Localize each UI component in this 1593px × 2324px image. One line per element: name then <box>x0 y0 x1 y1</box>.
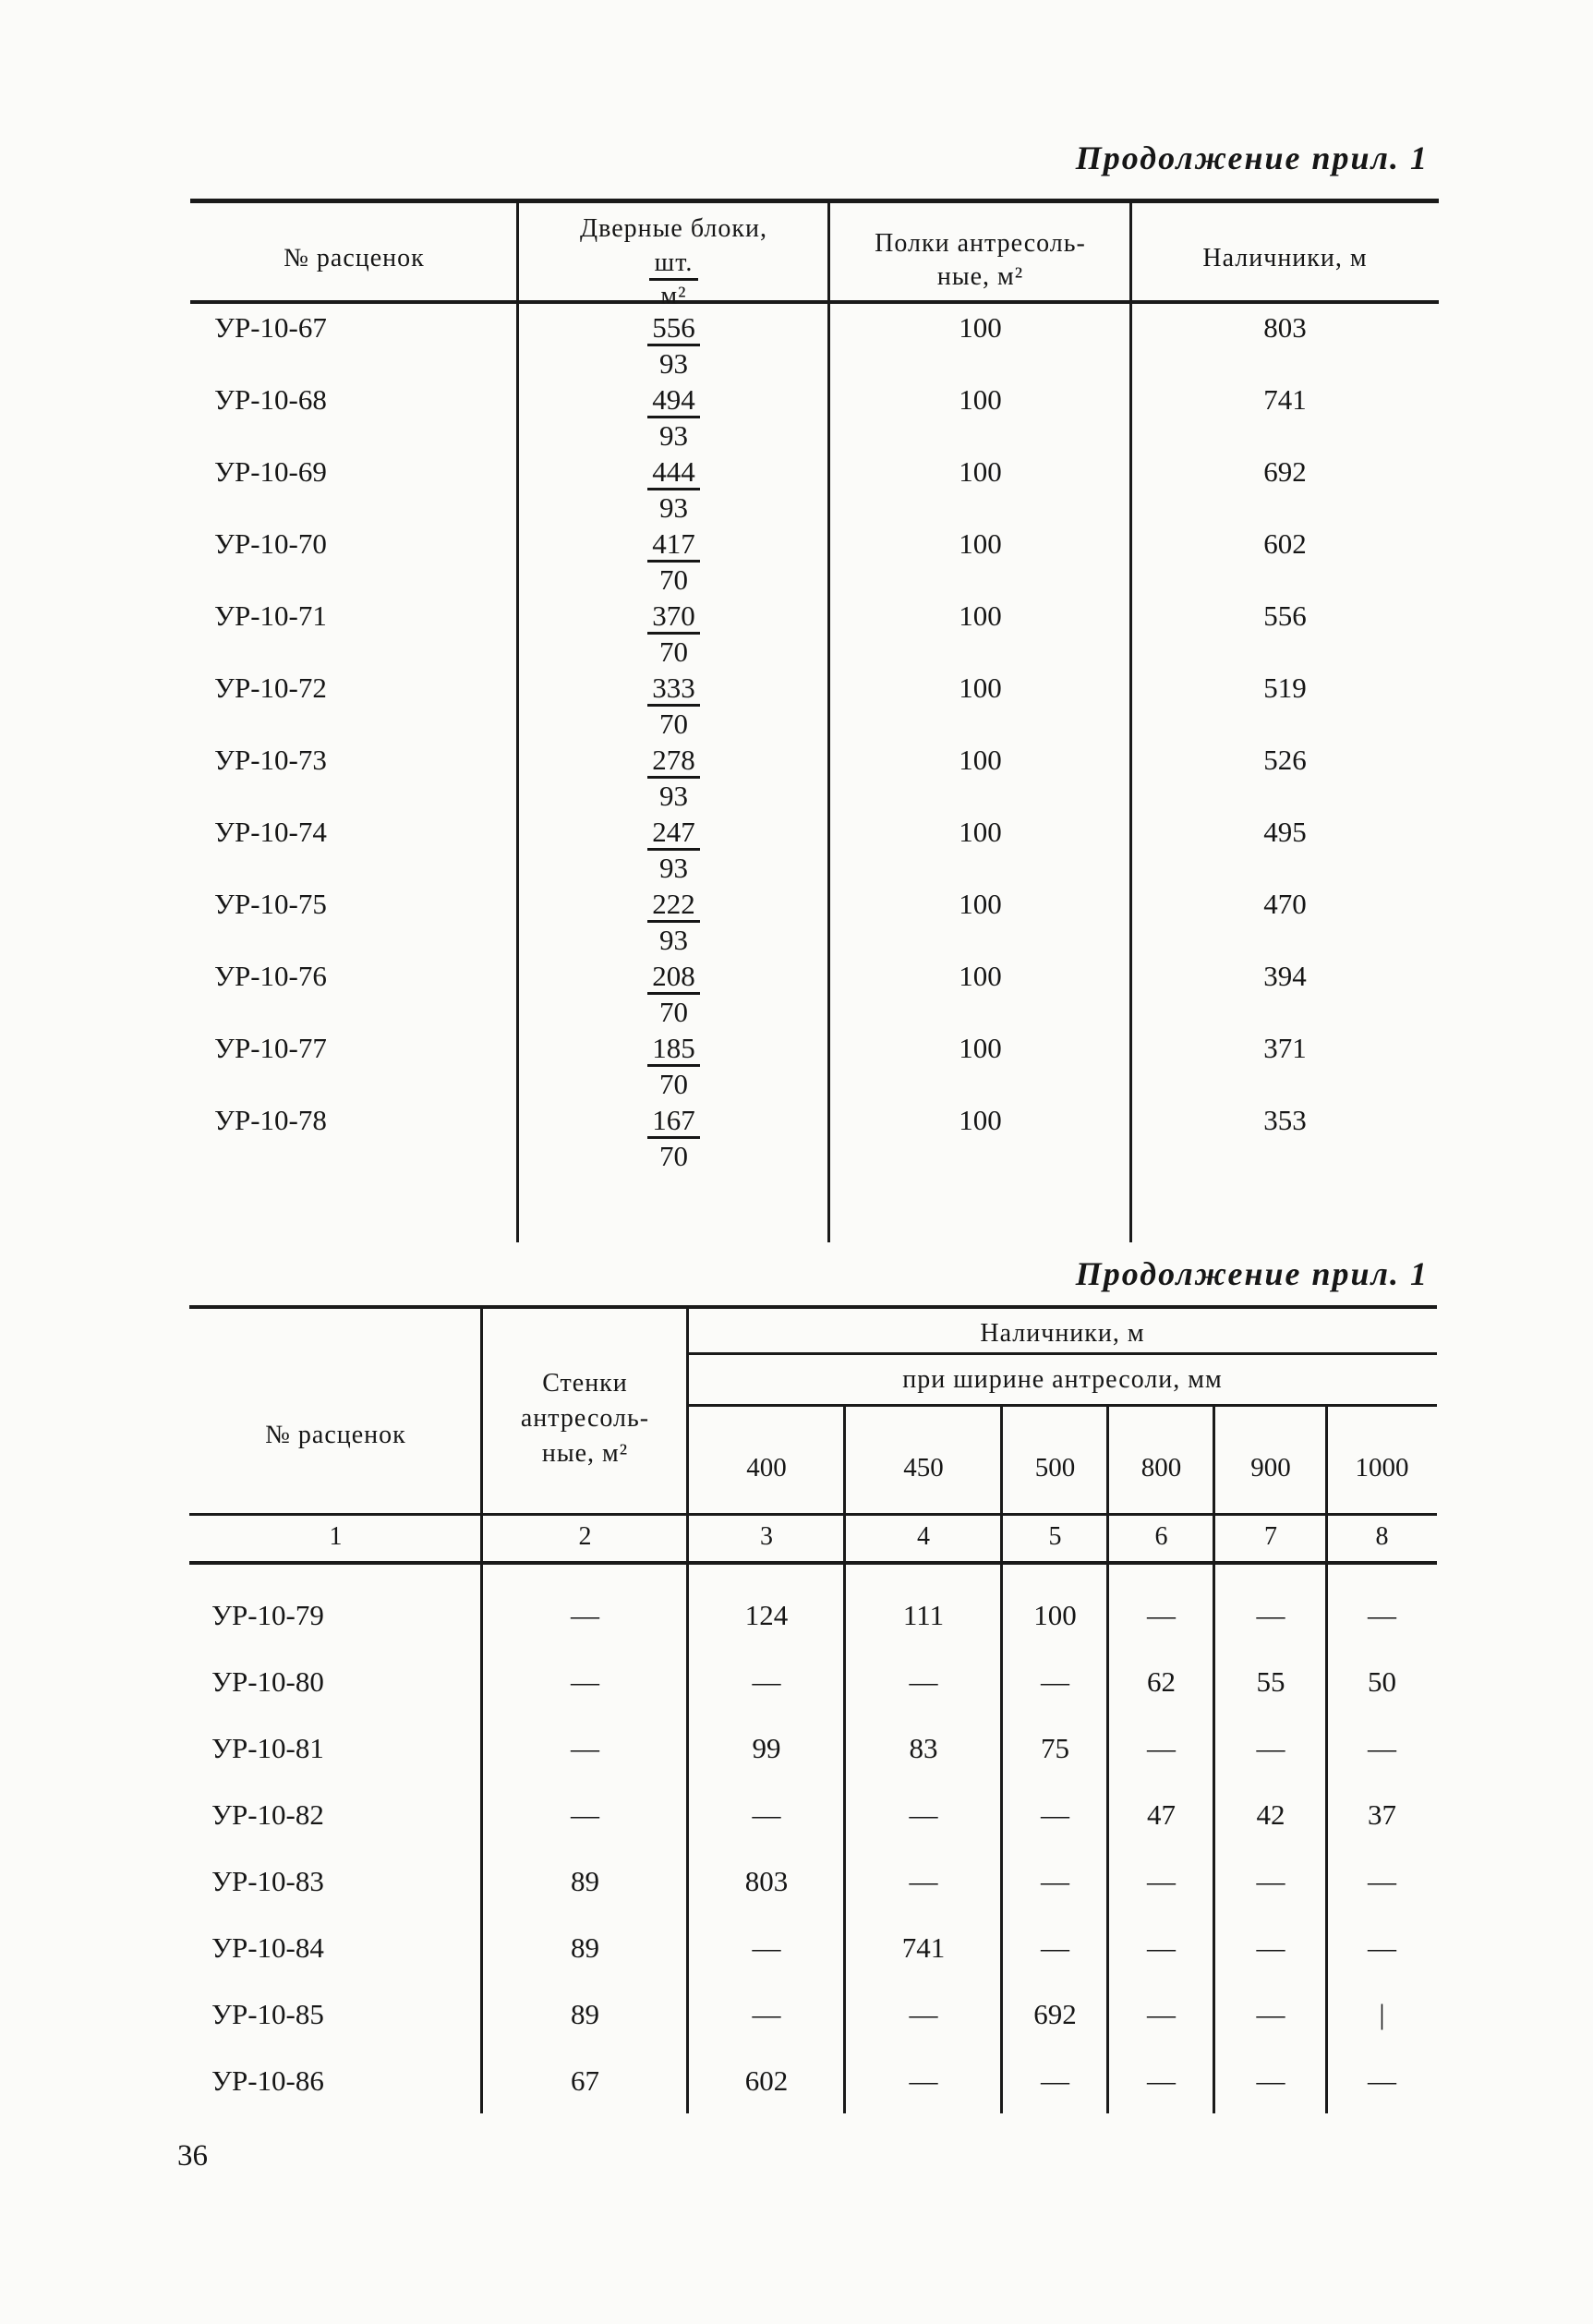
fraction-numerator: 167 <box>647 1104 700 1139</box>
walls-value: — <box>571 1599 599 1631</box>
table2-header-walls-line1: Стенки <box>542 1369 628 1398</box>
value-900: — <box>1256 1998 1285 2030</box>
continuation-heading-2: Продолжение прил. 1 <box>1075 1255 1429 1292</box>
shelves-value: 100 <box>959 311 1002 344</box>
door-blocks-fraction <box>647 960 700 1028</box>
width-label: 500 <box>1034 1453 1076 1483</box>
fraction-denominator: 93 <box>659 924 688 956</box>
width-label: 900 <box>1250 1453 1291 1483</box>
unit-fraction-numerator: шт. <box>649 248 699 281</box>
door-blocks-fraction <box>647 672 700 740</box>
table2-group-underline <box>688 1352 1437 1355</box>
rate-id: УР-10-77 <box>214 1032 327 1064</box>
rate-id: УР-10-86 <box>211 2064 324 2097</box>
column-number: 5 <box>1048 1522 1062 1551</box>
value-900: — <box>1256 1931 1285 1964</box>
value-800: — <box>1147 1599 1176 1631</box>
walls-value: — <box>571 1665 599 1698</box>
table1-header <box>190 203 1439 310</box>
platbands-value: 803 <box>1263 311 1307 344</box>
value-800: — <box>1147 1931 1176 1964</box>
column-number: 8 <box>1375 1522 1389 1551</box>
table2-numbering-bottom-rule <box>189 1561 1437 1565</box>
value-900: — <box>1256 1865 1285 1897</box>
table-row <box>190 816 1439 888</box>
value-450: — <box>909 1998 938 2030</box>
rate-id: УР-10-83 <box>211 1865 324 1897</box>
page-number: 36 <box>177 2139 208 2173</box>
value-500: — <box>1041 2064 1069 2097</box>
table2-width-labels-row <box>189 1453 1437 1483</box>
rate-id: УР-10-70 <box>214 527 327 560</box>
value-900: — <box>1256 1732 1285 1764</box>
value-500: — <box>1041 1865 1069 1897</box>
table1-header-door-blocks-line1: Дверные блоки, <box>580 214 767 243</box>
platbands-value: 371 <box>1263 1032 1307 1064</box>
value-500: — <box>1041 1931 1069 1964</box>
value-400: — <box>752 1931 781 1964</box>
table-row <box>189 1915 1437 1981</box>
table-row <box>190 744 1439 816</box>
fraction-numerator: 370 <box>647 599 700 635</box>
value-800: — <box>1147 1865 1176 1897</box>
fraction-numerator: 417 <box>647 527 700 563</box>
spacer <box>482 1453 688 1483</box>
platbands-value: 526 <box>1263 744 1307 776</box>
value-900: — <box>1256 2064 1285 2097</box>
shelves-value: 100 <box>959 672 1002 704</box>
shelves-value: 100 <box>959 1104 1002 1136</box>
table1-header-shelves-line1: Полки антресоль- <box>875 229 1086 258</box>
column-number: 7 <box>1264 1522 1277 1551</box>
table-platbands-by-width <box>189 1305 1437 2113</box>
value-1000: — <box>1368 1865 1396 1897</box>
table-row <box>190 1104 1439 1176</box>
fraction-numerator: 208 <box>647 960 700 995</box>
door-blocks-fraction <box>647 816 700 884</box>
fraction-numerator: 444 <box>647 455 700 490</box>
door-blocks-fraction <box>647 527 700 596</box>
spacer <box>189 1453 482 1483</box>
value-400: 124 <box>744 1599 789 1631</box>
table-row <box>190 455 1439 527</box>
fraction-denominator: 93 <box>659 491 688 524</box>
table-row <box>190 1032 1439 1104</box>
value-1000: — <box>1368 1732 1396 1764</box>
unit-fraction-denominator: м² <box>660 282 687 310</box>
column-number: 4 <box>917 1522 930 1551</box>
rate-id: УР-10-71 <box>214 599 327 632</box>
table-row <box>189 2048 1437 2114</box>
shelves-value: 100 <box>959 1032 1002 1064</box>
table-row <box>190 672 1439 744</box>
platbands-value: 394 <box>1263 960 1307 992</box>
column-number: 6 <box>1154 1522 1168 1551</box>
value-400: 99 <box>752 1732 781 1764</box>
table-row <box>190 888 1439 960</box>
value-1000: — <box>1368 1599 1396 1631</box>
fraction-numerator: 494 <box>647 383 700 418</box>
value-1000: | <box>1379 1998 1385 2030</box>
continuation-heading-1: Продолжение прил. 1 <box>1075 139 1429 176</box>
table2-numbering-top-rule <box>189 1513 1437 1516</box>
value-450: 83 <box>909 1732 938 1764</box>
width-label: 400 <box>746 1453 787 1483</box>
table-row <box>189 1715 1437 1782</box>
fraction-numerator: 333 <box>647 672 700 707</box>
rate-id: УР-10-81 <box>211 1732 324 1764</box>
door-blocks-fraction <box>647 599 700 668</box>
rate-id: УР-10-68 <box>214 383 327 416</box>
value-400: — <box>752 1798 781 1831</box>
door-blocks-fraction <box>647 1104 700 1172</box>
walls-value: 89 <box>571 1998 599 2030</box>
value-500: 692 <box>1033 1998 1077 2030</box>
fraction-denominator: 93 <box>659 780 688 812</box>
shelves-value: 100 <box>959 455 1002 488</box>
rate-id: УР-10-72 <box>214 672 327 704</box>
table-row <box>189 1649 1437 1715</box>
table1-header-shelves-line2: ные, м² <box>936 262 1024 291</box>
rate-id: УР-10-84 <box>211 1931 324 1964</box>
table-row <box>190 383 1439 455</box>
rate-id: УР-10-74 <box>214 816 327 848</box>
value-500: — <box>1041 1798 1069 1831</box>
table2-header-rate-number: № расценок <box>265 1421 406 1449</box>
table2-header-platbands-group: Наличники, м <box>980 1319 1145 1348</box>
rate-id: УР-10-82 <box>211 1798 324 1831</box>
shelves-value: 100 <box>959 744 1002 776</box>
table1-header-platbands: Наличники, м <box>1202 244 1368 272</box>
value-900: 42 <box>1256 1798 1285 1831</box>
shelves-value: 100 <box>959 960 1002 992</box>
value-800: — <box>1147 1732 1176 1764</box>
table2-top-border <box>189 1305 1437 1309</box>
fraction-denominator: 70 <box>659 708 688 740</box>
rate-id: УР-10-69 <box>214 455 327 488</box>
value-500: 75 <box>1041 1732 1069 1764</box>
table1-header-door-blocks <box>518 212 829 311</box>
rate-id: УР-10-80 <box>211 1665 324 1698</box>
fraction-denominator: 93 <box>659 347 688 380</box>
value-450: 741 <box>901 1931 946 1964</box>
table2-header-walls-line2: антресоль- <box>520 1404 650 1433</box>
table-row <box>190 599 1439 672</box>
walls-value: — <box>571 1732 599 1764</box>
platbands-value: 470 <box>1263 888 1307 920</box>
value-800: — <box>1147 2064 1176 2097</box>
fraction-numerator: 247 <box>647 816 700 851</box>
fraction-denominator: 93 <box>659 419 688 452</box>
rate-id: УР-10-85 <box>211 1998 324 2030</box>
table-row <box>189 1981 1437 2048</box>
value-450: — <box>909 1798 938 1831</box>
value-1000: — <box>1368 2064 1396 2097</box>
rate-id: УР-10-76 <box>214 960 327 992</box>
fraction-numerator: 556 <box>647 311 700 346</box>
rate-id: УР-10-75 <box>214 888 327 920</box>
column-number: 1 <box>329 1522 343 1551</box>
table-door-blocks <box>190 199 1439 1242</box>
column-number: 3 <box>760 1522 773 1551</box>
table2-body <box>189 1582 1437 2114</box>
table1-header-rate-number: № расценок <box>284 244 425 272</box>
shelves-value: 100 <box>959 599 1002 632</box>
fraction-denominator: 70 <box>659 563 688 596</box>
value-400: 602 <box>744 2064 789 2097</box>
value-800: — <box>1147 1998 1176 2030</box>
fraction-denominator: 70 <box>659 635 688 668</box>
shelves-value: 100 <box>959 527 1002 560</box>
value-400: — <box>752 1998 781 2030</box>
table-row <box>190 960 1439 1032</box>
shelves-value: 100 <box>959 816 1002 848</box>
shelves-value: 100 <box>959 888 1002 920</box>
value-500: 100 <box>1033 1599 1077 1631</box>
table1-header-shelves <box>829 227 1131 294</box>
platbands-value: 556 <box>1263 599 1307 632</box>
fraction-denominator: 70 <box>659 1068 688 1100</box>
width-label: 1000 <box>1355 1453 1409 1483</box>
value-900: 55 <box>1256 1665 1285 1698</box>
value-900: — <box>1256 1599 1285 1631</box>
fraction-denominator: 70 <box>659 996 688 1028</box>
door-blocks-fraction <box>647 744 700 812</box>
rate-id: УР-10-67 <box>214 311 327 344</box>
table2-column-numbers-row <box>189 1522 1437 1552</box>
width-label: 800 <box>1140 1453 1182 1483</box>
table-row <box>190 311 1439 383</box>
walls-value: 89 <box>571 1865 599 1897</box>
walls-value: 67 <box>571 2064 599 2097</box>
platbands-value: 692 <box>1263 455 1307 488</box>
fraction-denominator: 93 <box>659 852 688 884</box>
door-blocks-fraction <box>647 383 700 452</box>
table1-body <box>190 311 1439 1176</box>
walls-value: — <box>571 1798 599 1831</box>
value-500: — <box>1041 1665 1069 1698</box>
door-blocks-fraction <box>647 1032 700 1100</box>
value-450: — <box>909 1865 938 1897</box>
platbands-value: 602 <box>1263 527 1307 560</box>
fraction-denominator: 70 <box>659 1140 688 1172</box>
value-800: 62 <box>1147 1665 1176 1698</box>
value-1000: — <box>1368 1931 1396 1964</box>
platbands-value: 741 <box>1263 383 1307 416</box>
fraction-numerator: 222 <box>647 888 700 923</box>
rate-id: УР-10-73 <box>214 744 327 776</box>
shelves-value: 100 <box>959 383 1002 416</box>
door-blocks-fraction <box>647 888 700 956</box>
column-number: 2 <box>578 1522 592 1551</box>
value-400: 803 <box>744 1865 789 1897</box>
table-row <box>189 1782 1437 1848</box>
platbands-value: 495 <box>1263 816 1307 848</box>
table-row <box>189 1848 1437 1915</box>
platbands-value: 519 <box>1263 672 1307 704</box>
table2-header-width-subgroup: при ширине антресоли, мм <box>902 1365 1223 1394</box>
table1-header-unit-fraction <box>649 248 699 311</box>
walls-value: 89 <box>571 1931 599 1964</box>
table-row <box>189 1582 1437 1649</box>
value-1000: 50 <box>1368 1665 1396 1698</box>
rate-id: УР-10-78 <box>214 1104 327 1136</box>
value-1000: 37 <box>1368 1798 1396 1831</box>
value-400: — <box>752 1665 781 1698</box>
table2-header-walls-line3: ные, м² <box>541 1439 629 1468</box>
width-label: 450 <box>903 1453 944 1483</box>
fraction-numerator: 185 <box>647 1032 700 1067</box>
table-row <box>190 527 1439 599</box>
door-blocks-fraction <box>647 455 700 524</box>
rate-id: УР-10-79 <box>211 1599 324 1631</box>
door-blocks-fraction <box>647 311 700 380</box>
fraction-numerator: 278 <box>647 744 700 779</box>
value-800: 47 <box>1147 1798 1176 1831</box>
platbands-value: 353 <box>1263 1104 1307 1136</box>
value-450: 111 <box>902 1599 945 1631</box>
value-450: — <box>909 2064 938 2097</box>
value-450: — <box>909 1665 938 1698</box>
